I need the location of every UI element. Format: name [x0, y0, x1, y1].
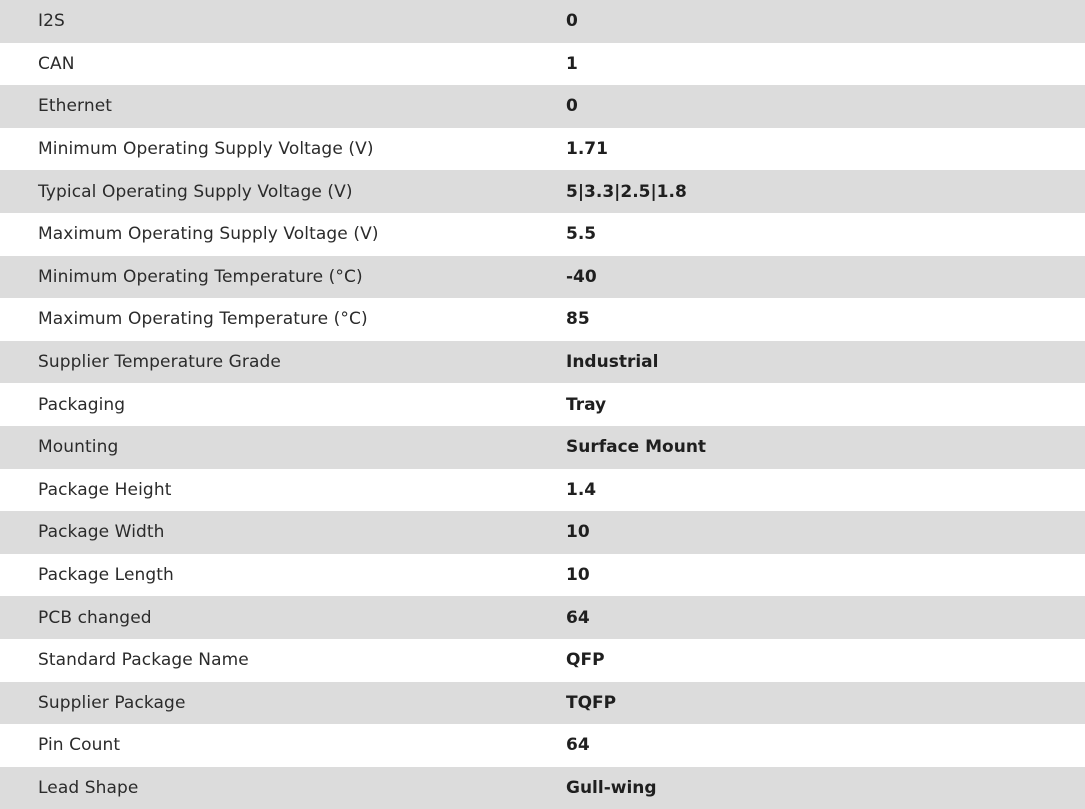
spec-row-typ-supply-voltage — [0, 170, 1085, 213]
spec-label: Standard Package Name — [38, 650, 249, 671]
spec-label: Supplier Temperature Grade — [38, 352, 281, 373]
spec-value: 0 — [566, 11, 578, 32]
spec-label: Typical Operating Supply Voltage (V) — [38, 181, 353, 202]
spec-label: Minimum Operating Supply Voltage (V) — [38, 139, 374, 160]
spec-row-temp-grade — [0, 341, 1085, 384]
spec-value: 0 — [566, 96, 578, 117]
spec-row-i2s — [0, 0, 1085, 43]
spec-value: 1.71 — [566, 139, 608, 160]
spec-row-max-operating-temp — [0, 298, 1085, 341]
spec-label: Package Height — [38, 479, 172, 500]
spec-row-lead-shape — [0, 767, 1085, 809]
spec-row-pcb-changed — [0, 596, 1085, 639]
spec-value: 1 — [566, 53, 578, 74]
spec-value: Surface Mount — [566, 437, 707, 458]
spec-row-package-length — [0, 554, 1085, 597]
spec-label: Package Width — [38, 522, 165, 543]
spec-value: 64 — [566, 607, 590, 628]
spec-value: 10 — [566, 565, 590, 586]
spec-row-max-supply-voltage — [0, 213, 1085, 256]
spec-value: 5|3.3|2.5|1.8 — [566, 181, 687, 202]
spec-value: QFP — [566, 650, 605, 671]
spec-value: Tray — [566, 394, 607, 415]
spec-row-package-width — [0, 511, 1085, 554]
spec-label: I2S — [38, 11, 65, 32]
spec-row-package-height — [0, 469, 1085, 512]
spec-value: TQFP — [566, 692, 617, 713]
spec-label: Maximum Operating Temperature (°C) — [38, 309, 368, 330]
spec-row-mounting — [0, 426, 1085, 469]
spec-label: Pin Count — [38, 735, 121, 756]
spec-row-packaging — [0, 383, 1085, 426]
spec-value: 1.4 — [566, 479, 597, 500]
spec-row-ethernet — [0, 85, 1085, 128]
spec-value: 85 — [566, 309, 590, 330]
spec-row-min-operating-temp — [0, 256, 1085, 299]
spec-row-min-supply-voltage — [0, 128, 1085, 171]
spec-value: 64 — [566, 735, 590, 756]
spec-value: 5.5 — [566, 224, 597, 245]
spec-label: Minimum Operating Temperature (°C) — [38, 266, 363, 287]
spec-row-pin-count — [0, 724, 1085, 767]
spec-label: Lead Shape — [38, 777, 139, 798]
spec-label: Maximum Operating Supply Voltage (V) — [38, 224, 379, 245]
spec-label: Ethernet — [38, 96, 113, 117]
spec-label: PCB changed — [38, 607, 152, 628]
spec-value: 10 — [566, 522, 590, 543]
spec-label: Supplier Package — [38, 692, 186, 713]
spec-row-supplier-package — [0, 682, 1085, 725]
spec-row-standard-package-name — [0, 639, 1085, 682]
spec-label: CAN — [38, 53, 75, 74]
spec-value: Gull-wing — [566, 777, 657, 798]
spec-row-can — [0, 43, 1085, 86]
spec-value: Industrial — [566, 352, 659, 373]
spec-label: Mounting — [38, 437, 119, 458]
spec-value: -40 — [566, 266, 597, 287]
spec-label: Package Length — [38, 565, 174, 586]
spec-label: Packaging — [38, 394, 126, 415]
